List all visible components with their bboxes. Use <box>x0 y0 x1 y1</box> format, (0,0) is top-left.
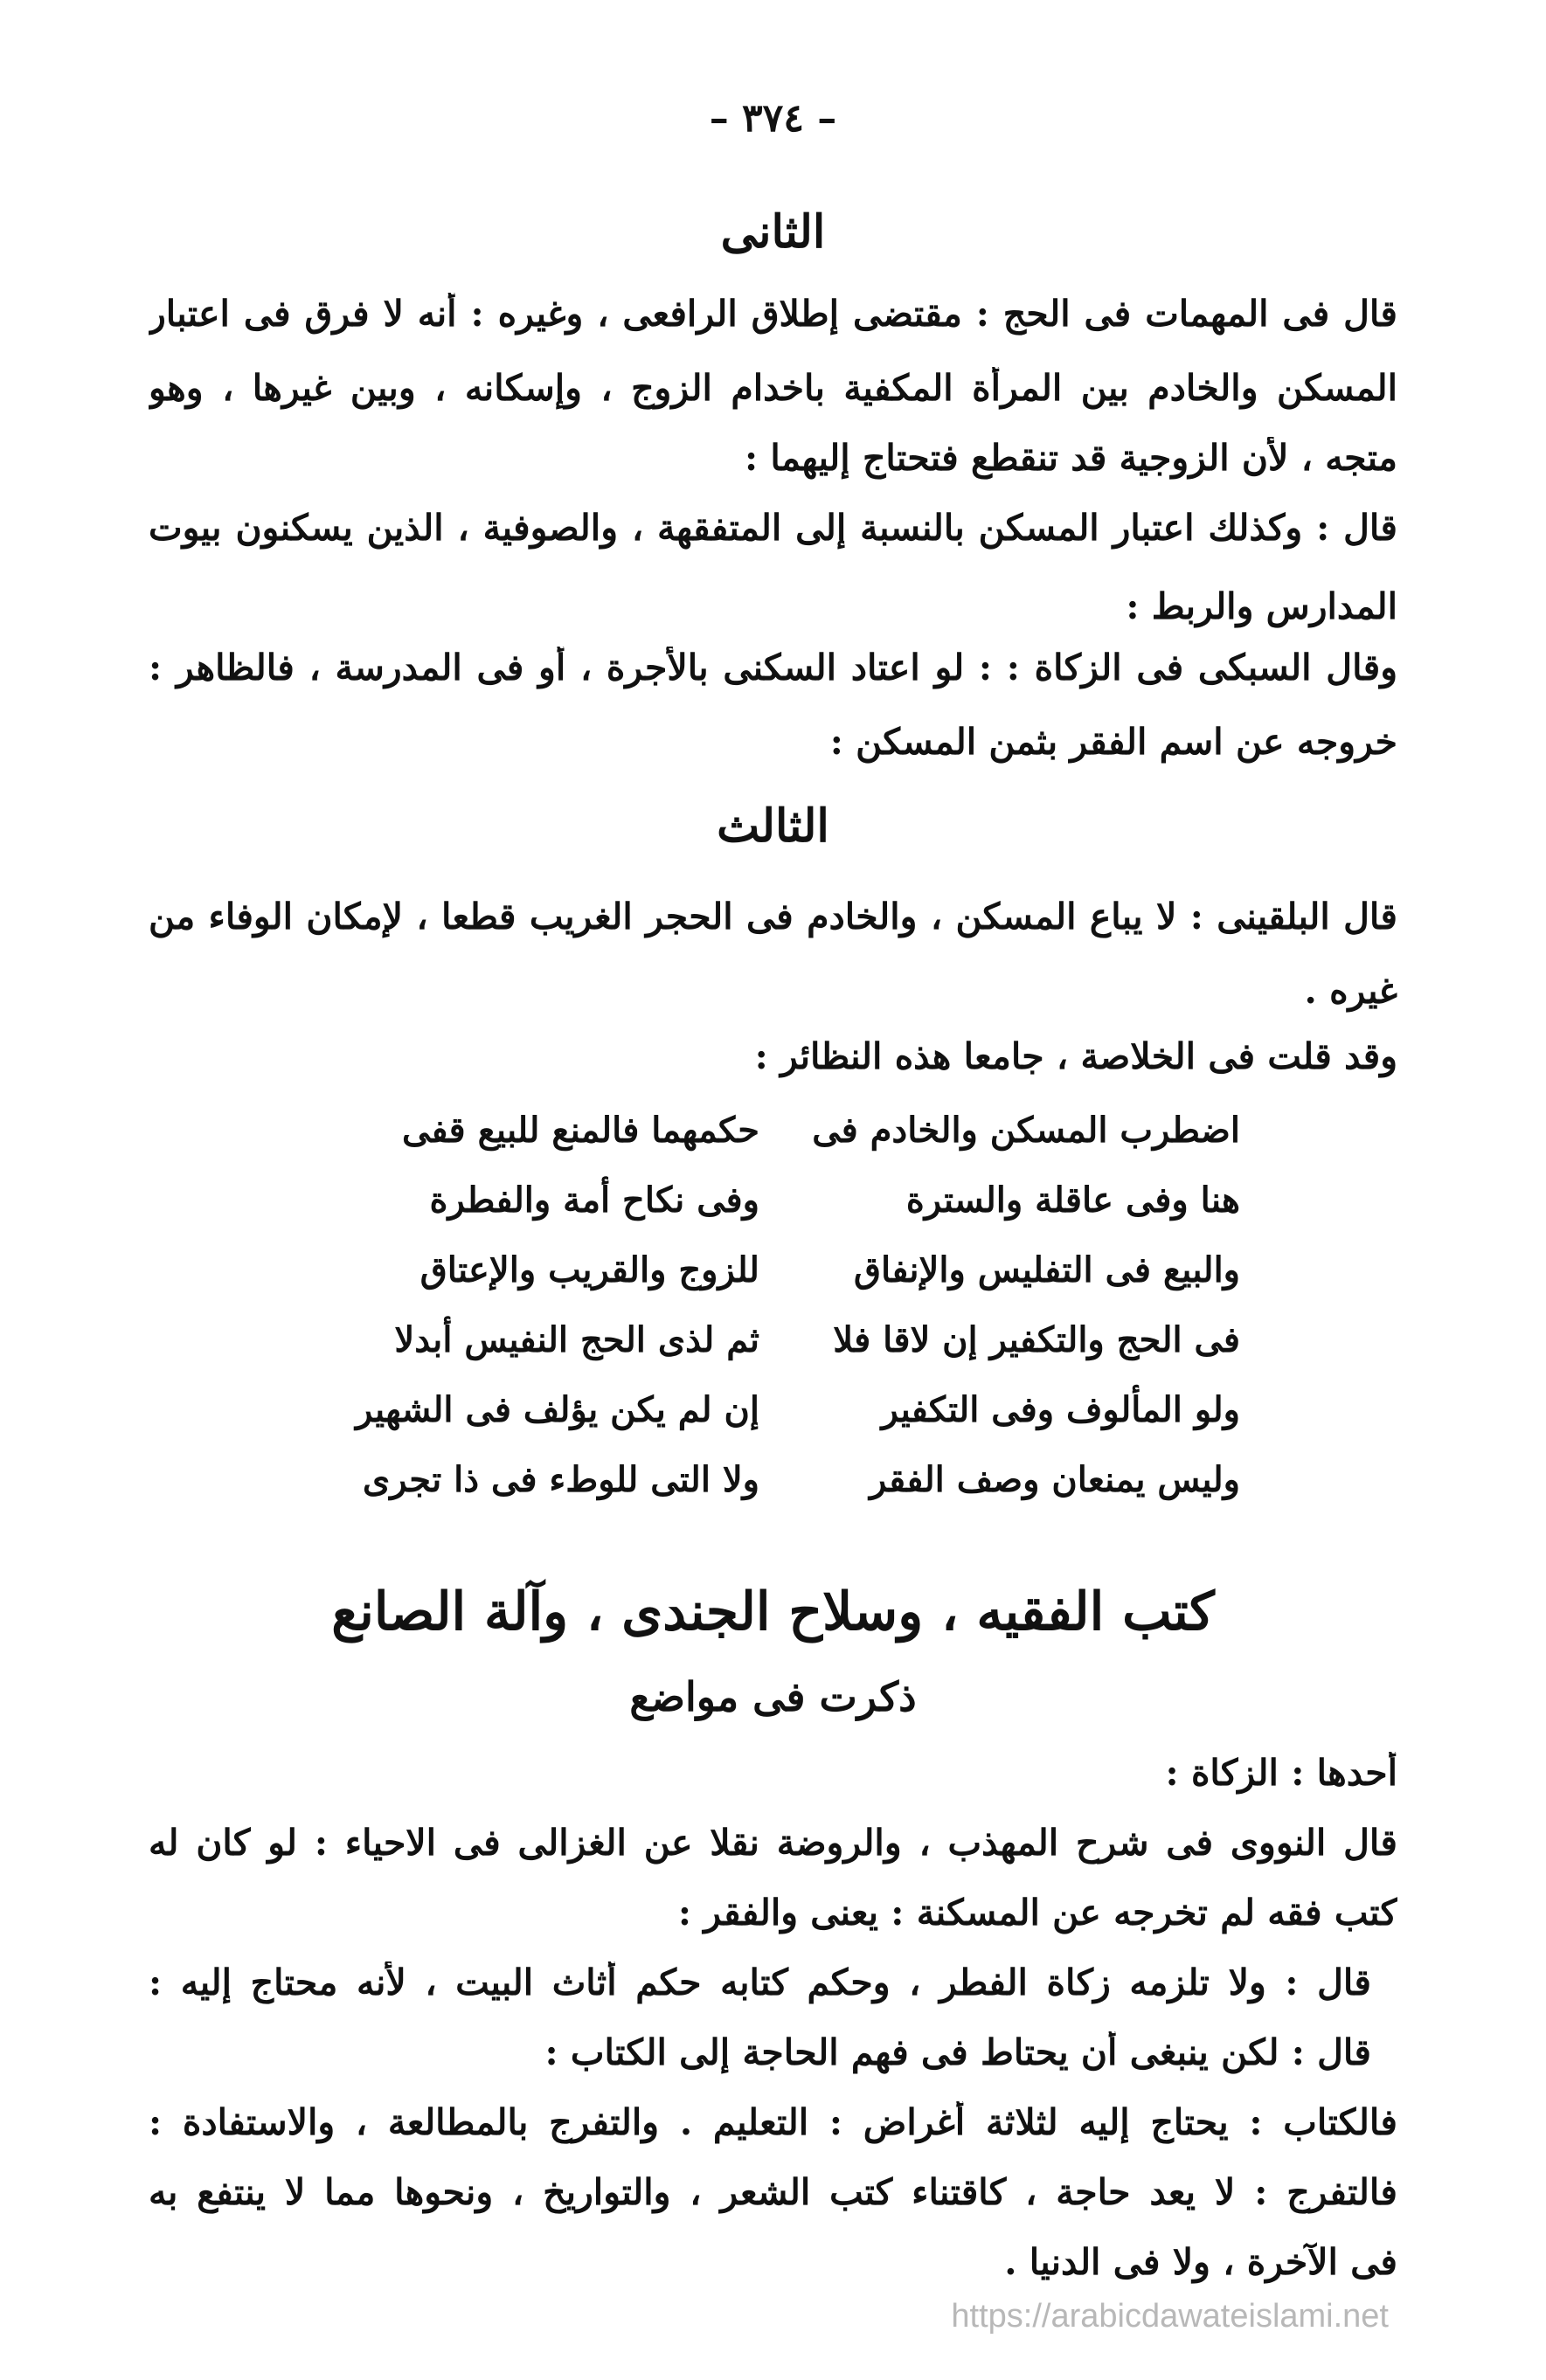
chapter-title: كتب الفقيه ، وسلاح الجندى ، وآلة الصانع <box>331 1581 1215 1643</box>
final-section-line: فالتفرج : لا يعد حاجة ، كاقتناء كتب الشعر ، والتواريخ ، ونحوها مما لا ينتفع به <box>149 2171 1397 2213</box>
poem-verse-second: ثم لذى الحج النفيس أبدلا <box>394 1319 759 1360</box>
poem-verse-first: والبيع فى التفليس والإنفاق <box>853 1249 1240 1290</box>
final-section-line: أحدها : الزكاة : <box>1165 1752 1397 1794</box>
section-two-heading: الثانى <box>720 205 826 259</box>
poem-verse-first: فى الحج والتكفير إن لاقا فلا <box>833 1319 1240 1360</box>
page-number: – ٣٧٤ – <box>709 96 837 141</box>
section-two-line: خروجه عن اسم الفقر بثمن المسكن : <box>829 721 1397 763</box>
poem-verse-first: اضطرب المسكن والخادم فى <box>812 1110 1240 1151</box>
section-two-line: وقال السبكى فى الزكاة : : لو اعتاد السكنى بالأجرة ، أو فى المدرسة ، فالظاهر : <box>149 647 1397 688</box>
section-two-line: المسكن والخادم بين المرأة المكفية باخدام الزوج ، وإسكانه ، وبين غيرها ، وهو <box>149 367 1397 409</box>
section-two-line: المدارس والربط : <box>1126 585 1397 627</box>
chapter-subtitle: ذكرت فى مواضع <box>629 1673 917 1720</box>
section-two-line: قال فى المهمات فى الحج : مقتضى إطلاق الرافعى ، وغيره : أنه لا فرق فى اعتبار <box>149 293 1397 335</box>
poem-verse-first: وليس يمنعان وصف الفقر <box>869 1459 1240 1500</box>
final-section-line: فى الآخرة ، ولا فى الدنيا . <box>1004 2241 1397 2283</box>
final-section-line: قال : ولا تلزمه زكاة الفطر ، وحكم كتابه حكم أثاث البيت ، لأنه محتاج إليه : <box>149 1961 1371 2003</box>
section-three-line: غيره . <box>1304 970 1397 1012</box>
section-two-line: قال : وكذلك اعتبار المسكن بالنسبة إلى المتفقهة ، والصوفية ، الذين يسكنون بيوت <box>149 507 1397 549</box>
final-section-line: كتب فقه لم تخرجه عن المسكنة : يعنى والفقر : <box>677 1892 1397 1934</box>
section-three-line: وقد قلت فى الخلاصة ، جامعا هذه النظائر : <box>754 1035 1397 1077</box>
poem-verse-second: ولا التى للوطء فى ذا تجرى <box>362 1459 759 1500</box>
final-section-line: قال : لكن ينبغى أن يحتاط فى فهم الحاجة إلى الكتاب : <box>544 2031 1371 2073</box>
poem-verse-second: للزوج والقريب والإعتاق <box>419 1249 759 1290</box>
poem-verse-first: هنا وفى عاقلة والسترة <box>905 1180 1240 1221</box>
section-three-heading: الثالث <box>717 799 829 853</box>
final-section-line: فالكتاب : يحتاج إليه لثلاثة أغراض : التعليم . والتفرج بالمطالعة ، والاستفادة : <box>149 2101 1397 2143</box>
final-section-line: قال النووى فى شرح المهذب ، والروضة نقلا عن الغزالى فى الاحياء : لو كان له <box>149 1822 1397 1864</box>
poem-verse-second: حكمهما فالمنع للبيع قفى <box>401 1110 759 1151</box>
watermark-url: https://arabicdawateislami.net <box>951 2298 1389 2335</box>
poem-verse-first: ولو المألوف وفى التكفير <box>881 1389 1240 1430</box>
section-three-line: قال البلقينى : لا يباع المسكن ، والخادم فى الحجر الغريب قطعا ، لإمكان الوفاء من <box>149 896 1397 937</box>
poem-verse-second: وفى نكاح أمة والفطرة <box>429 1180 759 1221</box>
section-two-line: متجه ، لأن الزوجية قد تنقطع فتحتاج إليهما : <box>744 437 1397 479</box>
poem-verse-second: إن لم يكن يؤلف فى الشهير <box>355 1389 759 1430</box>
